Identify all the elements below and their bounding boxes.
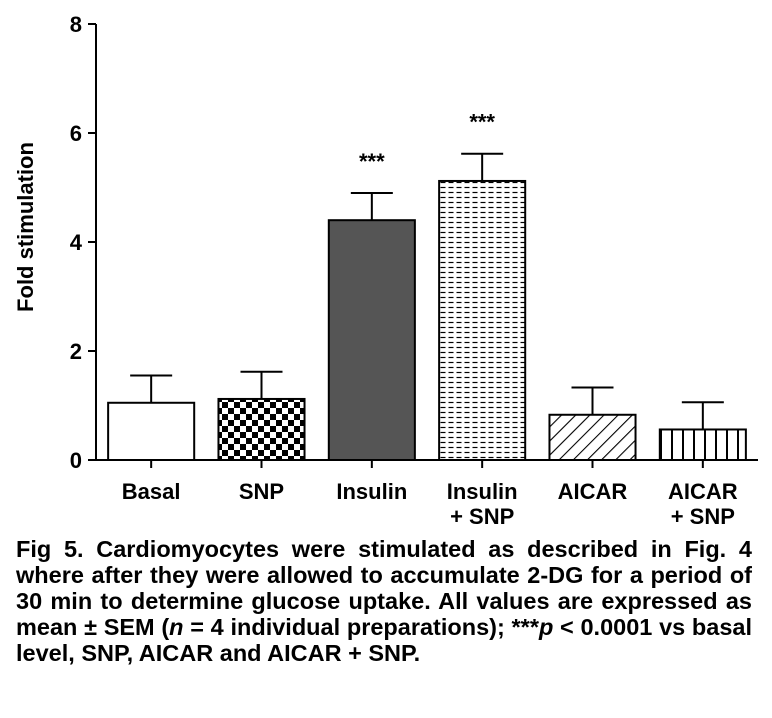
x-tick-labels: [122, 479, 738, 529]
y-tick-label: 0: [69, 448, 82, 473]
caption-part1: Fig 5. Cardiomyocytes were stimulated as described in Fig. 4 where after they were allowed to accumulate 2-DG for a period of 30 min to determine glucose uptake. All values are expressed as mean ± SEM (: [16, 536, 752, 640]
significance-marker: ***: [358, 148, 385, 174]
x-tick-label-line2: + SNP: [450, 504, 515, 529]
bar: [549, 415, 635, 460]
bar: [329, 220, 415, 460]
significance-markers: [359, 110, 495, 174]
bar: [218, 399, 304, 460]
bar: [439, 181, 525, 460]
caption-part2: = 4 individual preparations); ***: [183, 614, 539, 640]
x-tick-label: AICAR: [557, 479, 628, 504]
x-tick-label: Basal: [121, 479, 181, 504]
figure-caption: [16, 536, 752, 666]
x-tick-label: AICAR: [667, 479, 738, 504]
y-tick-label: 4: [69, 230, 82, 255]
y-tick-label: 6: [69, 121, 82, 146]
caption-n-symbol: n: [169, 614, 184, 640]
bars: [108, 181, 746, 460]
y-axis-label: Fold stimulation: [13, 142, 38, 312]
caption-part3: < 0.0001 vs basal level, SNP, AICAR and AICAR + SNP.: [16, 614, 753, 666]
x-axis: [96, 460, 758, 468]
x-tick-label: Insulin: [446, 479, 518, 504]
x-tick-label: Insulin: [336, 479, 408, 504]
bar: [108, 403, 194, 460]
y-tick-label: 8: [69, 12, 82, 37]
x-tick-label-line2: + SNP: [670, 504, 735, 529]
y-axis: [70, 12, 96, 473]
significance-marker: ***: [469, 109, 496, 135]
x-tick-label: SNP: [238, 479, 285, 504]
caption-p-symbol: p: [538, 614, 554, 640]
bar: [660, 429, 746, 460]
y-tick-label: 2: [69, 339, 82, 364]
error-bars: [130, 154, 724, 430]
